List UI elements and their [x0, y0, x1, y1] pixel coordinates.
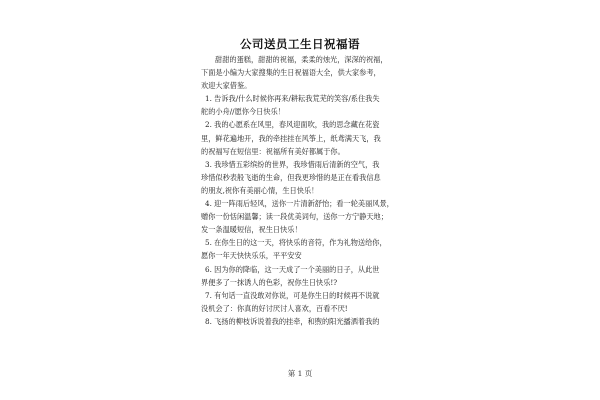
item-line: 3. 我珍惜五彩缤纷的世界，我珍惜雨后清新的空气，我 [205, 159, 380, 169]
item-line: 1. 告诉我/什么时候你再来/耕耘我荒芜的笑容/系住我失 [205, 94, 380, 104]
item-line: 4. 迎一阵雨后轻风，送你一片清新舒怡；看一轮美丽风景， [205, 199, 394, 209]
item-line: 赠你一份恬闲温馨；读一段优美词句，送你一方宁静天地； [201, 212, 388, 222]
list-item [201, 289, 401, 315]
intro-paragraph [201, 53, 401, 92]
item-line: 里，鲜花遍地开，我的牵挂挂在风筝上，纸鸢满天飞，我 [201, 133, 381, 143]
list-item [201, 236, 401, 262]
list-item [201, 118, 401, 157]
item-line: 没机会了：你真的好讨厌讨人喜欢，百看不厌! [201, 303, 348, 313]
item-line: 发一条温暖短信，祝生日快乐！ [201, 225, 302, 235]
item-line: 界便多了一抹诱人的色彩，祝你生日快乐!? [201, 277, 338, 287]
list-item [201, 197, 401, 236]
item-line: 舵的小舟//愿你今日快乐！ [201, 107, 285, 117]
intro-line: 下面是小编为大家搜集的生日祝福语大全，供大家参考， [201, 68, 381, 78]
item-line: 6. 因为你的降临，这一天成了一个美丽的日子，从此世 [205, 264, 380, 274]
item-line: 8. 飞扬的柳枝诉说着我的挂牵，和煦的阳光播洒着我的 [205, 316, 380, 326]
document-body [201, 53, 401, 328]
item-line: 5. 在你生日的这一天，将快乐的音符，作为礼物送给你， [205, 238, 387, 248]
intro-line: 欢迎大家借鉴。 [201, 81, 252, 91]
item-line: 2. 我的心愿系在风里，春风迎面吹，我的思念藏在花瓷 [205, 120, 380, 130]
page-title: 公司送员工生日祝福语 [240, 37, 360, 51]
page-number: 第 1 页 [287, 369, 313, 378]
item-line: 的祝福写在短信里：祝福所有美好都属于你。 [201, 146, 345, 156]
list-item [201, 263, 401, 289]
item-line: 珍惜似秒表般飞逝的生命，但我更珍惜的是正在看我信息 [201, 172, 381, 182]
item-line: 的朋友,祝你有美丽心情，生日快乐！ [201, 185, 319, 195]
list-item [201, 315, 401, 328]
intro-line: 甜甜的蛋糕，甜甜的祝福，柔柔的烛光，深深的祝福， [215, 55, 388, 64]
item-line: 7. 有句话一直没敢对你说，可是你生日的时候再不说就 [205, 290, 380, 300]
list-item [201, 92, 401, 118]
item-line: 愿你一年天快快乐乐，平平安安 [201, 251, 302, 261]
list-item [201, 158, 401, 197]
